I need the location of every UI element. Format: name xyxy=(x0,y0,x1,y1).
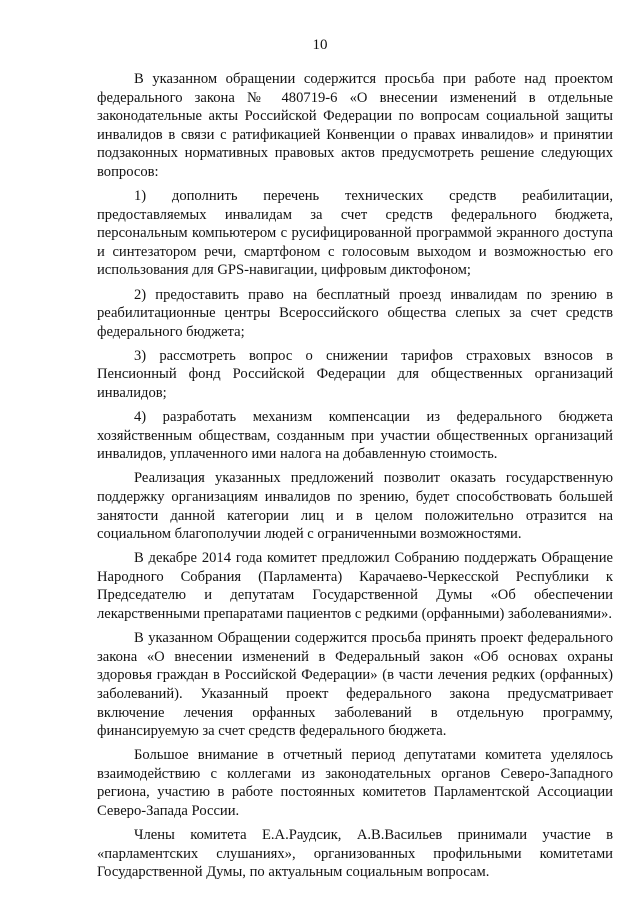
paragraph-request-intro: В указанном обращении содержится просьба при работе над проектом федерального закона № 480719-6 «О внесении изменений в отдельные законодательные акты Российской Федерации по вопросам социальной защиты инвалидов в связи с ратификацией Конвенции о правах инвалидов» и принятии подзаконных нормативных правовых актов предусмотреть решение следующих вопросов: xyxy=(97,71,613,180)
document-body xyxy=(97,70,613,887)
paragraph-list-item-3: 3) рассмотреть вопрос о снижении тарифов страховых взносов в Пенсионный фонд Российской Федерации для общественных организаций инвалидов; xyxy=(97,347,613,401)
page-number: 10 xyxy=(312,37,328,53)
paragraph-december-2014: В декабре 2014 года комитет предложил Собранию поддержать Обращение Народного Собрания (Парламента) Карачаево-Черкесской Республики к Председателю и депутатам Государственной Думы «Об обеспечении лекарственными препаратами пациентов с редкими (орфанными) заболеваниями». xyxy=(97,550,613,623)
paragraph-committee-members: Члены комитета Е.А.Раудсик, А.В.Васильев принимали участие в «парламентских слушаниях», организованных профильными комитетами Государственной Думы, по актуальным социальным вопросам. xyxy=(97,827,613,881)
paragraph-appeal-details: В указанном Обращении содержится просьба принять проект федерального закона «О внесении изменений в Федеральный закон «Об основах охраны здоровья граждан в Российской Федерации» (в части лечения редких (орфанных) заболеваний). Указанный проект федерального закона предусматривает включение лечения орфанных заболеваний в отдельную программу, финансируемую за счет средств федерального бюджета. xyxy=(97,630,613,740)
paragraph-list-item-4: 4) разработать механизм компенсации из федерального бюджета хозяйственным обществам, созданным при участии общественных организаций инвалидов, уплаченного ими налога на добавленную стоимость. xyxy=(97,409,613,463)
paragraph-regional-cooperation: Большое внимание в отчетный период депутатами комитета уделялось взаимодействию с коллегами из законодательных органов Северо-Западного региона, участию в работе постоянных комитетов Парламентской Ассоциации Северо-Запада России. xyxy=(97,747,613,819)
paragraph-implementation: Реализация указанных предложений позволит оказать государственную поддержку организациям инвалидов по зрению, будет способствовать большей занятости данной категории лиц и в целом положительно отразится на социальном благополучии людей с ограниченными возможностями. xyxy=(97,470,613,543)
paragraph-list-item-1: 1) дополнить перечень технических средств реабилитации, предоставляемых инвалидам за счет средств федерального бюджета, персональным компьютером с русифицированной программой экранного доступа и синтезатором речи, смартфоном с голосовым выходом и возможностью его использования для GPS-навигации, цифровым диктофоном; xyxy=(97,188,613,279)
paragraph-list-item-2: 2) предоставить право на бесплатный проезд инвалидам по зрению в реабилитационные центры Всероссийского общества слепых за счет средств федерального бюджета; xyxy=(97,286,613,340)
